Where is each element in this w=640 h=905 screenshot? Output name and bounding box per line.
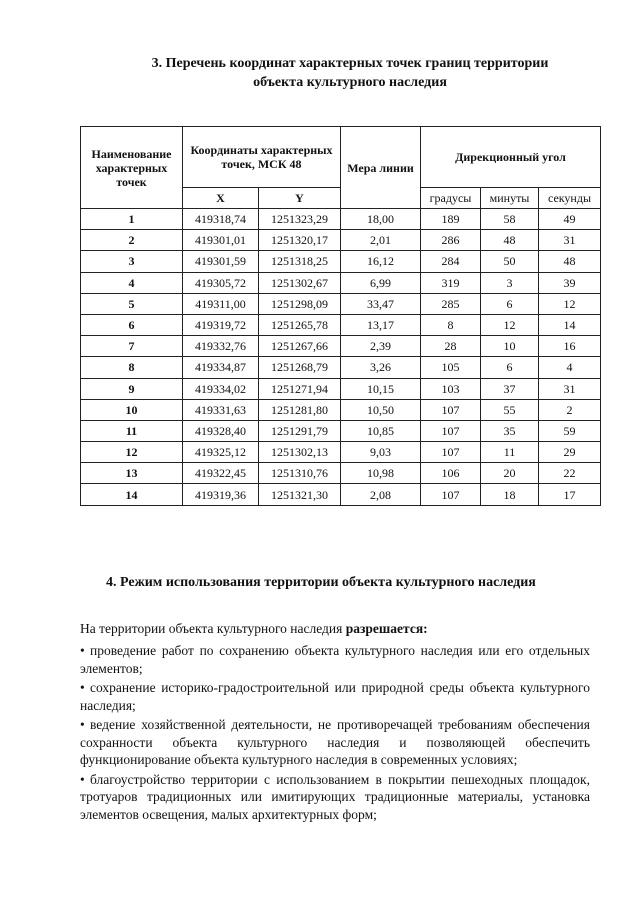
- intro-paragraph: [80, 620, 590, 638]
- cell-point-number: 2: [81, 230, 183, 251]
- cell-seconds: 31: [539, 230, 601, 251]
- cell-degrees: 285: [421, 293, 481, 314]
- cell-minutes: 3: [481, 272, 539, 293]
- cell-measure: 2,01: [341, 230, 421, 251]
- bullet-text: сохранение историко-градостроительной или природной среды объекта культурного наследия;: [80, 680, 590, 713]
- cell-seconds: 16: [539, 336, 601, 357]
- table-row: [81, 357, 601, 378]
- cell-x: 419305,72: [183, 272, 259, 293]
- cell-measure: 16,12: [341, 251, 421, 272]
- cell-y: 1251321,30: [259, 484, 341, 505]
- table-header-row: [81, 127, 601, 188]
- cell-x: 419322,45: [183, 463, 259, 484]
- cell-y: 1251323,29: [259, 209, 341, 230]
- title-line-1: 3. Перечень координат характерных точек границ территории: [151, 56, 549, 71]
- cell-measure: 3,26: [341, 357, 421, 378]
- cell-measure: 10,50: [341, 399, 421, 420]
- cell-seconds: 2: [539, 399, 601, 420]
- cell-degrees: 28: [421, 336, 481, 357]
- cell-x: 419334,87: [183, 357, 259, 378]
- cell-minutes: 12: [481, 314, 539, 335]
- cell-point-number: 13: [81, 463, 183, 484]
- cell-point-number: 10: [81, 399, 183, 420]
- cell-point-number: 4: [81, 272, 183, 293]
- cell-y: 1251268,79: [259, 357, 341, 378]
- title-line-2: объекта культурного наследия: [253, 75, 447, 90]
- header-x: X: [183, 188, 259, 209]
- cell-minutes: 10: [481, 336, 539, 357]
- cell-degrees: 107: [421, 442, 481, 463]
- cell-y: 1251320,17: [259, 230, 341, 251]
- cell-measure: 13,17: [341, 314, 421, 335]
- cell-x: 419301,01: [183, 230, 259, 251]
- cell-degrees: 103: [421, 378, 481, 399]
- cell-y: 1251310,76: [259, 463, 341, 484]
- cell-x: 419301,59: [183, 251, 259, 272]
- header-y: Y: [259, 188, 341, 209]
- bullet-text: благоустройство территории с использованием в покрытии пешеходных площадок, тротуаров традиционных или имитирующих традиционные материалы, установка элементов освещения, малых архитектурных форм;: [80, 771, 590, 822]
- cell-degrees: 284: [421, 251, 481, 272]
- cell-minutes: 11: [481, 442, 539, 463]
- header-coordinates: Координаты характерных точек, МСК 48: [183, 127, 341, 188]
- cell-measure: 10,15: [341, 378, 421, 399]
- cell-degrees: 107: [421, 420, 481, 441]
- cell-point-number: 12: [81, 442, 183, 463]
- cell-minutes: 50: [481, 251, 539, 272]
- cell-minutes: 37: [481, 378, 539, 399]
- header-point-name: Наименование характерных точек: [81, 127, 183, 209]
- cell-x: 419328,40: [183, 420, 259, 441]
- table-row: [81, 293, 601, 314]
- cell-point-number: 1: [81, 209, 183, 230]
- cell-seconds: 4: [539, 357, 601, 378]
- cell-point-number: 3: [81, 251, 183, 272]
- cell-minutes: 35: [481, 420, 539, 441]
- cell-point-number: 6: [81, 314, 183, 335]
- table-row: [81, 420, 601, 441]
- header-seconds: секунды: [539, 188, 601, 209]
- table-row: [81, 336, 601, 357]
- cell-degrees: 286: [421, 230, 481, 251]
- cell-degrees: 8: [421, 314, 481, 335]
- cell-y: 1251291,79: [259, 420, 341, 441]
- bullet-text: проведение работ по сохранению объекта культурного наследия или его отдельных элементов;: [80, 643, 590, 676]
- cell-seconds: 14: [539, 314, 601, 335]
- cell-x: 419334,02: [183, 378, 259, 399]
- header-line-measure: Мера линии: [341, 127, 421, 209]
- cell-point-number: 11: [81, 420, 183, 441]
- cell-minutes: 6: [481, 357, 539, 378]
- bullet-list: [80, 642, 590, 825]
- cell-degrees: 319: [421, 272, 481, 293]
- cell-x: 419311,00: [183, 293, 259, 314]
- table-row: [81, 378, 601, 399]
- section-4-title: 4. Режим использования территории объекта культурного наследия: [106, 575, 536, 590]
- coordinates-table: [80, 126, 601, 506]
- cell-minutes: 20: [481, 463, 539, 484]
- header-direction-angle: Дирекционный угол: [421, 127, 601, 188]
- bullet-item: [80, 771, 590, 824]
- cell-seconds: 48: [539, 251, 601, 272]
- bullet-item: [80, 642, 590, 677]
- table-row: [81, 209, 601, 230]
- bullet-icon: •: [80, 643, 85, 658]
- bullet-icon: •: [80, 717, 85, 732]
- cell-measure: 33,47: [341, 293, 421, 314]
- cell-minutes: 55: [481, 399, 539, 420]
- table-body: [81, 209, 601, 506]
- cell-seconds: 59: [539, 420, 601, 441]
- cell-minutes: 18: [481, 484, 539, 505]
- cell-measure: 2,08: [341, 484, 421, 505]
- cell-y: 1251298,09: [259, 293, 341, 314]
- bullet-icon: •: [80, 771, 85, 787]
- cell-minutes: 58: [481, 209, 539, 230]
- cell-y: 1251267,66: [259, 336, 341, 357]
- cell-seconds: 12: [539, 293, 601, 314]
- cell-seconds: 39: [539, 272, 601, 293]
- cell-degrees: 107: [421, 484, 481, 505]
- intro-bold: разрешается:: [345, 621, 428, 636]
- cell-minutes: 6: [481, 293, 539, 314]
- cell-measure: 10,85: [341, 420, 421, 441]
- header-minutes: минуты: [481, 188, 539, 209]
- cell-y: 1251271,94: [259, 378, 341, 399]
- table-row: [81, 251, 601, 272]
- table-row: [81, 484, 601, 505]
- cell-y: 1251281,80: [259, 399, 341, 420]
- table-row: [81, 463, 601, 484]
- cell-measure: 2,39: [341, 336, 421, 357]
- header-degrees: градусы: [421, 188, 481, 209]
- cell-x: 419325,12: [183, 442, 259, 463]
- bullet-icon: •: [80, 680, 85, 695]
- cell-x: 419332,76: [183, 336, 259, 357]
- cell-point-number: 14: [81, 484, 183, 505]
- bullet-item: [80, 716, 590, 769]
- cell-seconds: 17: [539, 484, 601, 505]
- table-row: [81, 399, 601, 420]
- cell-measure: 18,00: [341, 209, 421, 230]
- cell-point-number: 8: [81, 357, 183, 378]
- intro-text: На территории объекта культурного наследия: [80, 621, 346, 636]
- cell-degrees: 106: [421, 463, 481, 484]
- bullet-text: ведение хозяйственной деятельности, не противоречащей требованиям обеспечения сохранности объекта культурного наследия и позволяющей обеспечить функционирование объекта культурного наследия в современных условиях;: [80, 717, 590, 767]
- cell-point-number: 5: [81, 293, 183, 314]
- table-row: [81, 230, 601, 251]
- cell-x: 419318,74: [183, 209, 259, 230]
- cell-measure: 10,98: [341, 463, 421, 484]
- page-title: [90, 54, 610, 92]
- cell-degrees: 105: [421, 357, 481, 378]
- table-row: [81, 272, 601, 293]
- cell-y: 1251265,78: [259, 314, 341, 335]
- cell-x: 419319,36: [183, 484, 259, 505]
- cell-y: 1251302,67: [259, 272, 341, 293]
- cell-degrees: 189: [421, 209, 481, 230]
- cell-y: 1251302,13: [259, 442, 341, 463]
- table-row: [81, 314, 601, 335]
- cell-measure: 6,99: [341, 272, 421, 293]
- cell-seconds: 31: [539, 378, 601, 399]
- table-row: [81, 442, 601, 463]
- cell-measure: 9,03: [341, 442, 421, 463]
- cell-y: 1251318,25: [259, 251, 341, 272]
- cell-x: 419319,72: [183, 314, 259, 335]
- cell-degrees: 107: [421, 399, 481, 420]
- cell-seconds: 49: [539, 209, 601, 230]
- cell-x: 419331,63: [183, 399, 259, 420]
- cell-point-number: 9: [81, 378, 183, 399]
- cell-minutes: 48: [481, 230, 539, 251]
- cell-seconds: 22: [539, 463, 601, 484]
- bullet-item: [80, 679, 590, 714]
- cell-seconds: 29: [539, 442, 601, 463]
- cell-point-number: 7: [81, 336, 183, 357]
